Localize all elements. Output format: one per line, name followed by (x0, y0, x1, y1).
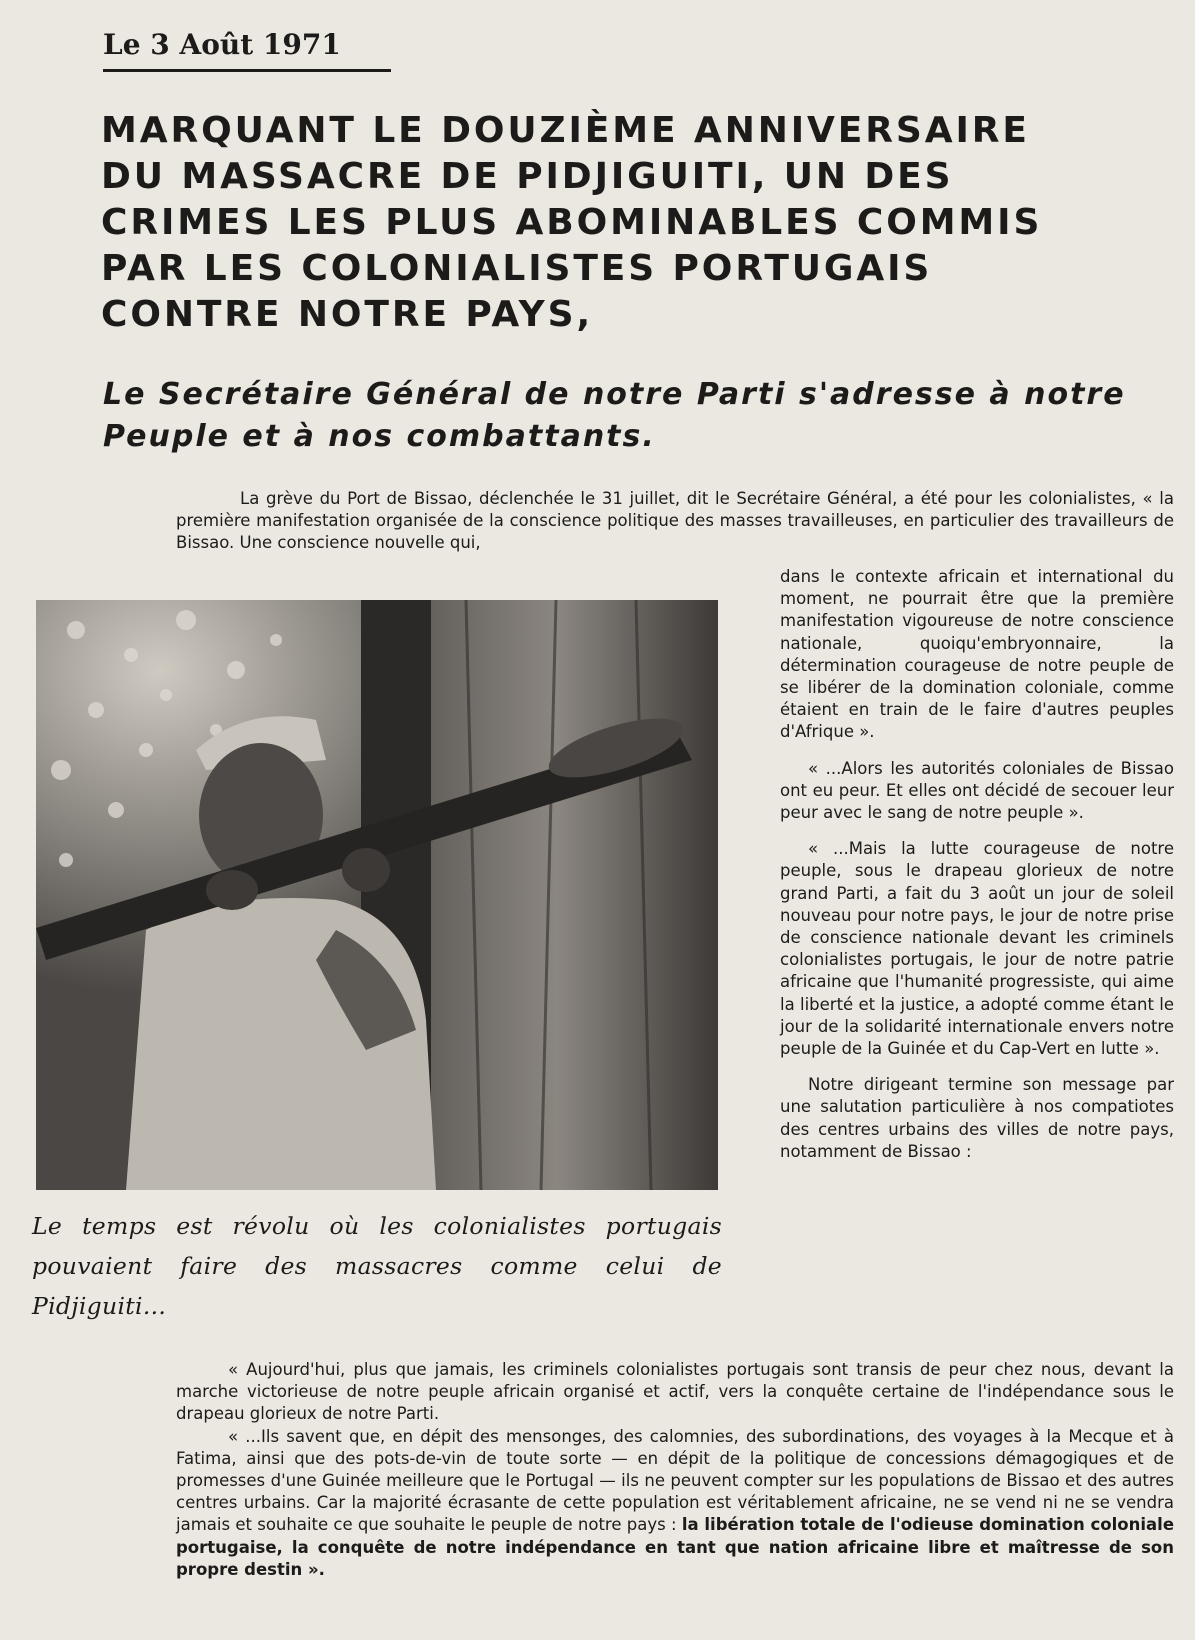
photo-fighter-with-rocket-launcher (36, 600, 718, 1190)
right-column (780, 566, 1174, 1177)
article-date: Le 3 Août 1971 (103, 28, 391, 72)
right-paragraph-3: « ...Mais la lutte courageuse de notre peuple, sous le drapeau glorieux de notre grand Parti, a fait du 3 août un jour de soleil nouveau pour notre pays, le jour de notre prise de conscience nationale devant les criminels colonialistes portugais, le jour de notre patrie africaine que l'humanité progressiste, qui aime la liberté et la justice, a adopté comme étant le jour de la solidarité internationale envers notre peuple de la Guinée et du Cap-Vert en lutte ». (780, 839, 1174, 1059)
quote-paragraph-1: « Aujourd'hui, plus que jamais, les criminels colonialistes portugais sont transis de peur chez nous, devant la marche victorieuse de notre peuple africain organisé et actif, vers la conquête certaine de l'indépendance sous le drapeau glorieux de notre Parti. (176, 1360, 1174, 1424)
subheadline: Le Secrétaire Général de notre Parti s'adresse à notre Peuple et à nos combattants. (103, 377, 1126, 454)
right-paragraph-2: « ...Alors les autorités coloniales de Bissao ont eu peur. Et elles ont décidé de secouer leur peur avec le sang de notre peuple ». (780, 758, 1174, 823)
intro-paragraph: La grève du Port de Bissao, déclenchée le 31 juillet, dit le Secrétaire Général, a été pour les colonialistes, « la première manifestation organisée de la conscience politique des masses travailleuses, en particulier des travailleurs de Bissao. Une conscience nouvelle qui, (176, 489, 1174, 553)
photo-illustration (36, 600, 718, 1190)
closing-quotes (176, 1359, 1174, 1581)
headline: MARQUANT LE DOUZIÈME ANNIVERSAIRE DU MASSACRE DE PIDJIGUITI, UN DES CRIMES LES PLUS ABOMINABLES COMMIS PAR LES COLONIALISTES PORTUGAIS CONTRE NOTRE PAYS, (101, 110, 1043, 335)
photo-caption: Le temps est révolu où les colonialistes portugais pouvaient faire des massacres comme celui de Pidjiguiti... (32, 1212, 722, 1320)
right-paragraph-4: Notre dirigeant termine son message par une salutation particulière à nos compatiotes des centres urbains des villes de notre pays, notamment de Bissao : (780, 1075, 1174, 1161)
quote-paragraph-2-text: « ...Ils savent que, en dépit des mensonges, des calomnies, des subordinations, des voyages à la Mecque et à Fatima, ainsi que des pots-de-vin de toute sorte — en dépit de la politique de concessions démagogiques et de promesses d'une Guinée meilleure que le Portugal — ils ne peuvent compter sur les populations de Bissao et des autres centres urbains. Car la majorité écrasante de cette population est véritablement africaine, ne se vend ni ne se vendra jamais et souhaite ce que souhaite le peuple de notre pays : (176, 1426, 1174, 1535)
quote-paragraph-2 (176, 1426, 1174, 1581)
quote-paragraph-2-bold: la libération totale de l'odieuse domination coloniale portugaise, la conquête de notre indépendance en tant que nation africaine libre et maîtresse de son propre destin ». (176, 1515, 1175, 1579)
right-paragraph-1: dans le contexte africain et international du moment, ne pourrait être que la première manifestation vigoureuse de notre conscience nationale, quoiqu'embryonnaire, la détermination courageuse de notre peuple de se libérer de la domination coloniale, comme étaient en train de le faire d'autres peuples d'Afrique ». (780, 567, 1174, 742)
